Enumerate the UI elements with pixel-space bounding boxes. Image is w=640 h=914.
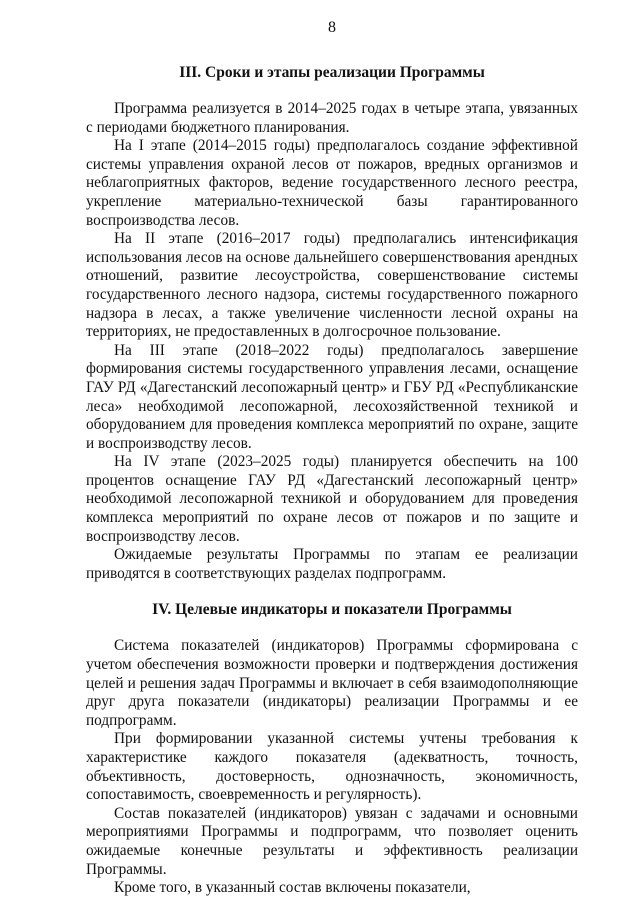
document-page <box>86 18 578 898</box>
section-3-paragraph-4: На III этапе (2018–2022 годы) предполагалось завершение формирования системы государственного управления лесами, оснащение ГАУ РД «Дагестанский лесопожарный центр» и ГБУ РД «Республиканские леса» необходимой лесопожарной, лесохозяйственной техникой и оборудованием для проведения комплекса мероприятий по охране, защите и воспроизводству лесов. <box>86 341 578 452</box>
section-4-heading: IV. Целевые индикаторы и показатели Программы <box>152 601 512 619</box>
section-3-paragraph-1: Программа реализуется в 2014–2025 годах в четыре этапа, увязанных с периодами бюджетного планирования. <box>86 100 578 136</box>
section-3-paragraph-6: Ожидаемые результаты Программы по этапам ее реализации приводятся в соответствующих разделах подпрограмм. <box>86 546 578 582</box>
section-4 <box>86 601 578 897</box>
section-4-paragraph-2: При формировании указанной системы учтены требования к характеристике каждого показателя (адекватность, точность, объективность, достоверность, однозначность, экономичность, сопоставимость, своевременность и регулярность). <box>86 730 578 804</box>
section-3 <box>86 64 578 583</box>
page-number: 8 <box>328 19 336 36</box>
section-4-paragraph-3: Состав показателей (индикаторов) увязан с задачами и основными мероприятиями Программы и подпрограмм, что позволяет оценить ожидаемые конечные результаты и эффективность реализации Программы. <box>86 804 578 878</box>
section-4-paragraph-1: Система показателей (индикаторов) Программы сформирована с учетом обеспечения возможности проверки и подтверждения достижения целей и решения задач Программы и включает в себя взаимодополняющие друг друга показатели (индикаторы) реализации Программы и ее подпрограмм. <box>86 637 578 729</box>
section-3-paragraph-5: На IV этапе (2023–2025 годы) планируется обеспечить на 100 процентов оснащение ГАУ РД «Дагестанский лесопожарный центр» необходимой лесопожарной техникой и оборудованием для проведения комплекса мероприятий по охране лесов от пожаров и по защите и воспроизводству лесов. <box>86 453 578 545</box>
section-3-paragraph-3: На II этапе (2016–2017 годы) предполагались интенсификация использования лесов на основе дальнейшего совершенствования арендных отношений, развитие лесоустройства, совершенствование системы государственного лесного надзора, системы государственного пожарного надзора в лесах, а также увеличение численности лесной охраны на территориях, не предоставленных в долгосрочное пользование. <box>86 230 578 341</box>
section-3-paragraph-2: На I этапе (2014–2015 годы) предполагалось создание эффективной системы управления охраной лесов от пожаров, вредных организмов и неблагоприятных факторов, ведение государственного лесного реестра, укрепление материально-технической базы гарантированного воспроизводства лесов. <box>86 137 578 229</box>
section-3-heading: III. Сроки и этапы реализации Программы <box>179 64 485 81</box>
section-4-paragraph-4: Кроме того, в указанный состав включены показатели, <box>114 879 471 897</box>
